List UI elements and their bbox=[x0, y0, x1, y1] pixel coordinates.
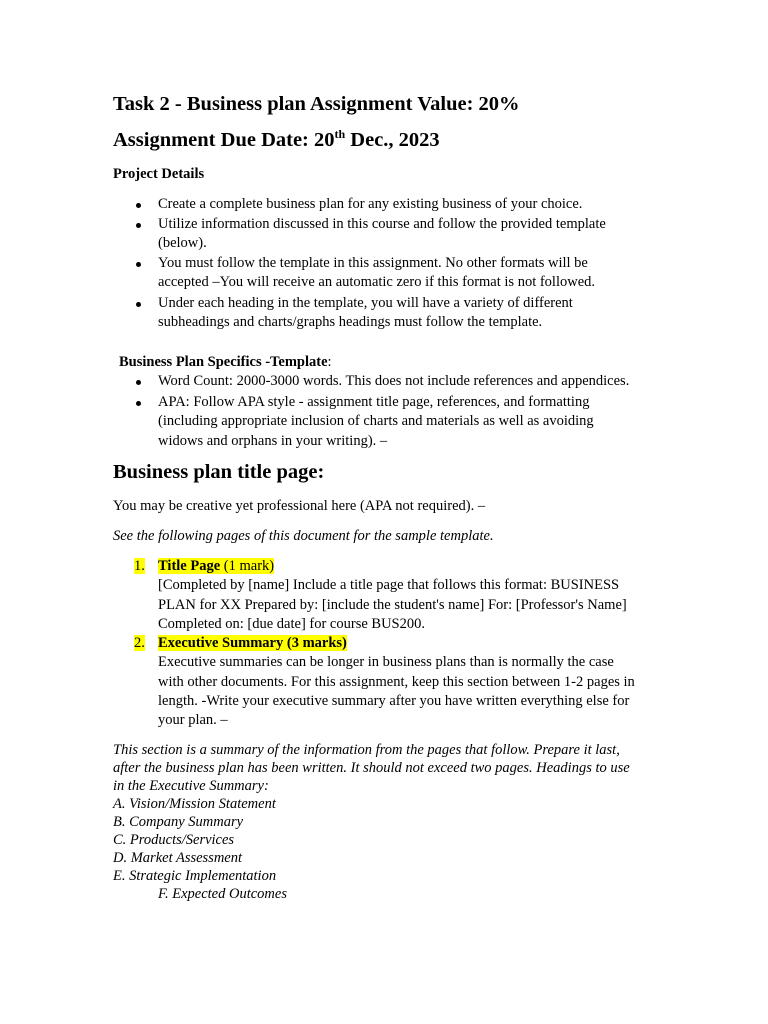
specifics-heading-bold: Business Plan Specifics -Template bbox=[119, 354, 328, 370]
bullet-line: APA: Follow APA style - assignment title page, references, and formatting bbox=[158, 394, 590, 410]
item-2-body bbox=[158, 634, 635, 730]
bullet-line: You must follow the template in this assignment. No other formats will be bbox=[158, 255, 588, 271]
project-bullet-1 bbox=[158, 195, 582, 214]
item-line: Executive summaries can be longer in business plans than is normally the case bbox=[158, 654, 614, 671]
project-bullet-3 bbox=[158, 254, 595, 293]
item-line: your plan. – bbox=[158, 712, 228, 729]
project-bullet-2 bbox=[158, 215, 606, 254]
item-line: PLAN for XX Prepared by: [include the student's name] For: [Professor's Name] bbox=[158, 596, 627, 613]
item-line: length. -Write your executive summary after you have written everything else for bbox=[158, 692, 630, 709]
item-2-label: Executive Summary (3 marks) bbox=[158, 635, 347, 651]
bullet-line: Under each heading in the template, you will have a variety of different bbox=[158, 295, 573, 311]
bullet-line: Create a complete business plan for any existing business of your choice. bbox=[158, 196, 583, 212]
specifics-heading bbox=[119, 353, 332, 372]
summary-heading-item: A. Vision/Mission Statement bbox=[113, 796, 276, 812]
summary-heading-item: D. Market Assessment bbox=[113, 850, 243, 866]
bullet-dot bbox=[136, 302, 141, 307]
due-date-heading bbox=[113, 129, 440, 152]
due-date-sup: th bbox=[334, 127, 346, 142]
project-bullet-4 bbox=[158, 294, 573, 333]
bullet-line: accepted –You will receive an automatic zero if this format is not followed. bbox=[158, 274, 596, 291]
bullet-line: (below). bbox=[158, 235, 207, 252]
item-line: [Completed by [name] Include a title page that follows this format: BUSINESS bbox=[158, 577, 620, 594]
bullet-line: (including appropriate inclusion of charts and materials as well as avoiding bbox=[158, 413, 594, 430]
summary-line: This section is a summary of the information from the pages that follow. Prepare it last, bbox=[113, 742, 620, 758]
summary-heading-item: E. Strategic Implementation bbox=[113, 868, 277, 884]
title-page-heading: Business plan title page: bbox=[113, 461, 325, 483]
project-details-heading: Project Details bbox=[113, 166, 205, 182]
summary-heading-item: C. Products/Services bbox=[113, 832, 235, 848]
bullet-dot bbox=[136, 203, 141, 208]
item-1-label-rest: (1 mark) bbox=[220, 558, 275, 574]
bullet-line: Word Count: 2000-3000 words. This does not include references and appendices. bbox=[158, 373, 630, 389]
item-2-number: 2. bbox=[134, 635, 145, 651]
numbered-item-2 bbox=[134, 634, 145, 653]
specifics-bullet-1 bbox=[158, 372, 629, 391]
item-1-body bbox=[158, 557, 627, 634]
numbered-item-1 bbox=[134, 557, 145, 576]
due-date-post: Dec., 2023 bbox=[345, 129, 440, 151]
see-following-note: See the following pages of this document for the sample template. bbox=[113, 528, 494, 544]
bullet-line: subheadings and charts/graphs headings must follow the template. bbox=[158, 314, 543, 331]
item-line: Completed on: [due date] for course BUS200. bbox=[158, 615, 425, 632]
specifics-bullet-2 bbox=[158, 393, 594, 451]
summary-heading-item: B. Company Summary bbox=[113, 814, 244, 830]
assignment-title: Task 2 - Business plan Assignment Value: 20% bbox=[113, 93, 520, 115]
bullet-dot bbox=[136, 401, 141, 406]
specifics-heading-colon: : bbox=[327, 354, 332, 370]
due-date-pre: Assignment Due Date: 20 bbox=[113, 129, 335, 151]
bullet-dot bbox=[136, 380, 141, 385]
item-1-number: 1. bbox=[134, 558, 145, 574]
item-1-label: Title Page bbox=[158, 558, 221, 574]
bullet-line: widows and orphans in your writing). – bbox=[158, 432, 388, 449]
summary-line: in the Executive Summary: bbox=[113, 778, 269, 794]
summary-line: after the business plan has been written. It should not exceed two pages. Headings to use bbox=[113, 760, 630, 776]
apa-note: You may be creative yet professional here (APA not required). – bbox=[113, 498, 486, 514]
summary-heading-item: F. Expected Outcomes bbox=[158, 886, 287, 902]
item-line: with other documents. For this assignment, keep this section between 1-2 pages in bbox=[158, 673, 635, 690]
bullet-dot bbox=[136, 262, 141, 267]
executive-summary-description bbox=[113, 741, 630, 903]
bullet-dot bbox=[136, 223, 141, 228]
bullet-line: Utilize information discussed in this course and follow the provided template bbox=[158, 216, 606, 232]
